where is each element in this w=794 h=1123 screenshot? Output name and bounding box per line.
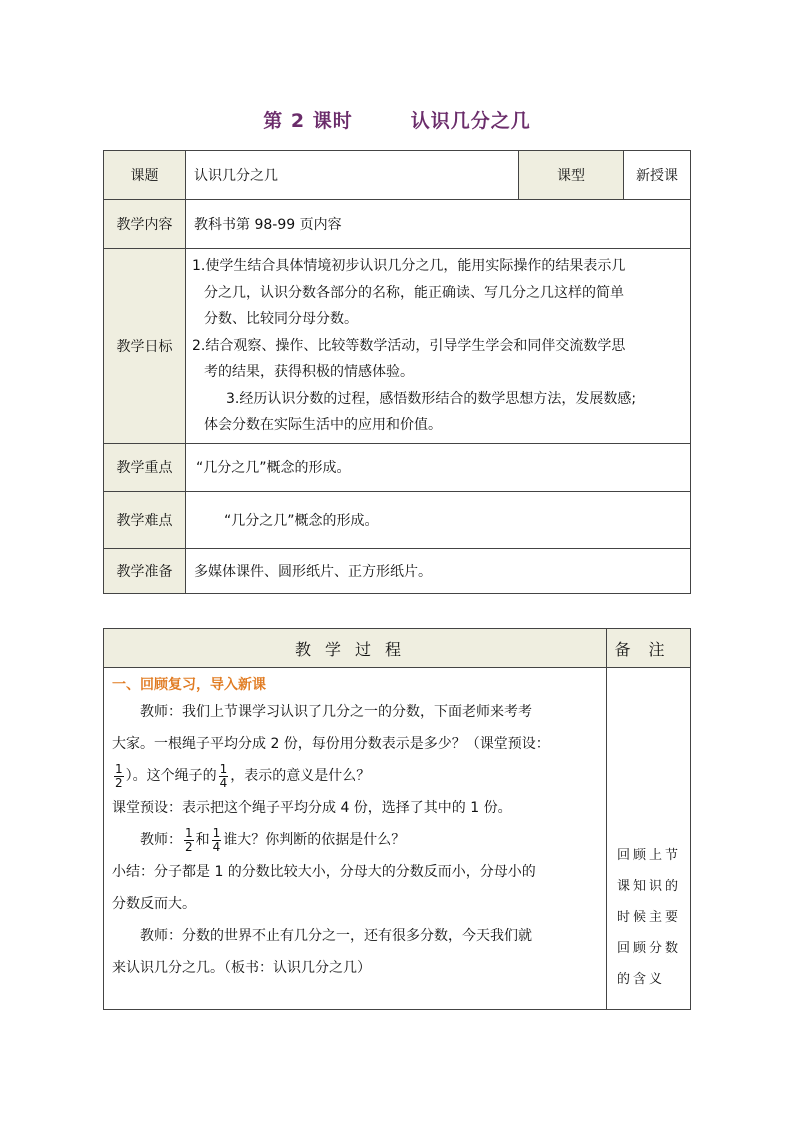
note-header: 备注 [607, 629, 691, 668]
lesson-topic: 认识几分之几 [410, 110, 531, 132]
paragraph: 小结：分子都是 1 的分数比较大小，分母大的分数反而小，分母小的 [112, 864, 536, 880]
teaching-process-table [103, 628, 691, 1010]
content-label: 教学内容 [104, 200, 186, 249]
fraction-one-half: $\frac{1}{2}$ [115, 761, 123, 790]
fraction-one-quarter: $\frac{1}{4}$ [212, 825, 221, 854]
difficult-point-value: “几分之几”概念的形成。 [186, 491, 691, 548]
paragraph: 教师：我们上节课学习认识了几分之一的分数，下面老师来考考 [140, 704, 532, 720]
topic-label: 课题 [104, 151, 186, 200]
table-row [104, 629, 691, 668]
paragraph: 教师： $\frac{1}{2}$ 和 $\frac{1}{4}$ 谁大？你判断的依据是什么？ [140, 825, 406, 854]
lesson-info-table [103, 150, 691, 594]
difficult-point-label: 教学难点 [104, 491, 186, 548]
paragraph: 大家。一根绳子平均分成 2 份，每份用分数表示是多少？（课堂预设： [112, 736, 550, 752]
page-title [0, 106, 794, 133]
paragraph: 课堂预设：表示把这个绳子平均分成 4 份，选择了其中的 1 份。 [112, 800, 512, 816]
note-line: 回顾上节 [617, 848, 682, 863]
type-label: 课型 [519, 151, 624, 200]
content-value: 教科书第 98-99 页内容 [186, 200, 691, 249]
prep-label: 教学准备 [104, 548, 186, 593]
note-line: 课知识的 [617, 879, 682, 894]
note-line: 回顾分数 [617, 941, 682, 956]
goal-line: 体会分数在实际生活中的应用和价值。 [204, 417, 442, 433]
table-row [104, 491, 691, 548]
goal-line: 3.经历认识分数的过程，感悟数形结合的数学思想方法，发展数感; [226, 390, 637, 407]
key-point-value: “几分之几”概念的形成。 [186, 443, 691, 491]
topic-value: 认识几分之几 [186, 151, 519, 200]
table-row [104, 249, 691, 444]
prep-value: 多媒体课件、圆形纸片、正方形纸片。 [186, 548, 691, 593]
goal-line: 考的结果，获得积极的情感体验。 [204, 364, 414, 380]
note-line: 的含义 [617, 972, 666, 987]
goals-label: 教学日标 [104, 249, 186, 444]
goals-list [186, 249, 691, 444]
note-content [607, 668, 691, 1010]
lesson-number: 第 2 课时 [263, 110, 353, 132]
fraction-one-half: $\frac{1}{2}$ [185, 825, 193, 854]
note-line: 时候主要 [617, 910, 682, 925]
paragraph: 教师：分数的世界不止有几分之一，还有很多分数，今天我们就 [140, 928, 532, 944]
table-row [104, 200, 691, 249]
fraction-one-quarter: $\frac{1}{4}$ [219, 761, 228, 790]
goal-line: 1.使学生结合具体情境初步认识几分之几，能用实际操作的结果表示几 [192, 258, 626, 274]
table-row [104, 668, 691, 1010]
table-row [104, 151, 691, 200]
table-row [104, 548, 691, 593]
type-value: 新授课 [624, 151, 691, 200]
paragraph: $\frac{1}{2}$ ）。这个绳子的 $\frac{1}{4}$ ，表示的意义是什么？ [115, 761, 371, 790]
goal-line: 分数、比较同分母分数。 [204, 311, 358, 327]
key-point-label: 教学重点 [104, 443, 186, 491]
table-row [104, 443, 691, 491]
process-content [104, 668, 607, 1010]
paragraph: 分数反而大。 [112, 896, 196, 912]
goal-line: 2.结合观察、操作、比较等数学活动，引导学生学会和同伴交流数学思 [192, 337, 626, 354]
goal-line: 分之几，认识分数各部分的名称，能正确读、写几分之几这样的简单 [204, 284, 624, 301]
section-title: 一、回顾复习，导入新课 [112, 677, 266, 693]
process-header: 教学过程 [104, 629, 607, 668]
paragraph: 来认识几分之几。（板书：认识几分之几） [112, 960, 371, 976]
